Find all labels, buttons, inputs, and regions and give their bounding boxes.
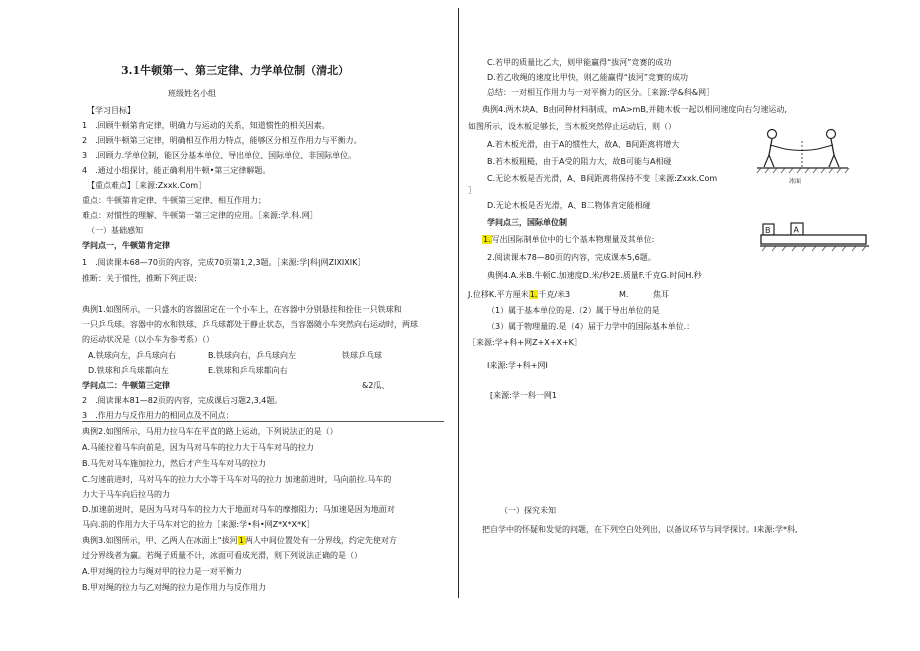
point1-infer: 推断：关于惯性，推断下列正误: <box>82 274 197 283</box>
ex3-option-a: A.甲对绳的拉力与绳对甲的拉力是一对平衡力 <box>82 567 242 576</box>
blocks-on-board-figure <box>760 213 870 258</box>
ex4-line-1: 典例4.两木块A、B由同种材料制成，mA>mB,并随木板一起以相同速度向右匀速运动, <box>482 105 787 114</box>
answer-line <box>82 421 444 422</box>
ex4b-line-2-a: J.位移K.平方厘米 <box>468 290 529 299</box>
ex3-option-d: D.若乙收绳的速度比甲快，则乙能赢得“拔河”竞赛的成功 <box>487 73 688 82</box>
ground-hatching <box>757 168 849 173</box>
tug-of-war-figure <box>755 125 850 187</box>
ex4b-line-1: 典例4.A.米B.牛顿C.加速度D.米/秒2E.质量F.千克G.时间H.秒 <box>487 271 702 280</box>
ex2-option-d-1: D.加速前进时，是因为马对马车的拉力大于地面对马车的摩擦阻力；马加速是因为地面对 <box>82 505 395 514</box>
ex4-option-d: D.无论木板是否光滑，A、B二物体肯定能相碰 <box>487 201 651 210</box>
right-column <box>460 0 920 651</box>
ex4-option-a: A.若木板光滑，由于A的惯性大，故A、B间距离将增大 <box>487 140 680 149</box>
person-left-leg-2 <box>769 155 774 167</box>
block-b-label: B <box>765 226 771 235</box>
ex3-highlight: 1 <box>238 536 244 545</box>
block-a-label: A <box>793 225 799 235</box>
point2-mark: &2瓜、 <box>362 381 390 390</box>
ex3-line-1-a: 典例3.如图所示，甲、乙两人在冰面上“拔河 <box>82 536 238 545</box>
point3-q1-text: 写出国际制单位中的七个基本物理量及其单位: <box>491 235 655 244</box>
ex2-option-d-2: 马向.前的作用力大于马车对它的拉力［来源:学•科•网Z*X*X*K］ <box>82 520 315 529</box>
point2-read: 2 .阅读课本81—82页的内容，完成课后习题2,3,4题。 <box>82 396 283 405</box>
ex2-option-b: B.马先对马车施加拉力，然后才产生马车对马的拉力 <box>82 459 267 468</box>
ex4b-line-2 <box>468 290 570 300</box>
point2-q3: 3 .作用力与反作用力的相同点及不同点： <box>82 411 234 420</box>
goal-2: 2 .回顾牛顿第三定律，明确相互作用力特点，能够区分相互作用力与平衡力。 <box>82 136 362 145</box>
person-left-leg-1 <box>764 155 769 167</box>
ex1-line-3: 的运动状况是（以小车为参考系）（） <box>82 335 214 344</box>
ex4b-line-2-b: 千克/米3 <box>538 290 571 299</box>
ex1-option-b: B.铁球向右，乒乓球向左 <box>208 351 297 360</box>
ex2-option-c-2: 力大于马车向后拉马的力 <box>82 490 170 499</box>
ex3-line-2: 过分界线者为赢。若绳子质量不计，冰面可看成光滑，则下列说法正确的是（） <box>82 551 362 560</box>
goals-heading: 【学习目标】 <box>87 106 135 115</box>
ex2-option-c-1: C.匀速前进时，马对马车的拉力大小等于马车对马的拉力 加速前进时，马向前拉.马车的 <box>82 475 392 484</box>
column-divider <box>458 8 459 598</box>
source-note-1: ［来源:学+科+网Z+X+X+K］ <box>468 338 582 347</box>
ex1-option-a: A.铁球向左，乒乓球向右 <box>88 351 176 360</box>
person-right-leg-1 <box>829 155 834 167</box>
board <box>761 235 866 244</box>
ex4b-highlight: 1. <box>529 290 538 299</box>
keypoint-line: 重点：牛顿第肯定律、牛顿第三定律、相互作用力； <box>82 196 266 205</box>
point3-q1-highlight: 1. <box>483 235 491 244</box>
ex4-line-2: 如图所示，设木板足够长，当木板突然停止运动后，则（） <box>468 122 676 131</box>
ex1-option-c: 铁球乒乓球 <box>342 351 382 360</box>
source-note-2: I来源:学+科+网I <box>487 361 548 370</box>
goal-4: 4 .通过小组探讨，能正确利用牛顿•第三定律解题。 <box>82 166 271 175</box>
point3-q1 <box>482 235 654 245</box>
ex3-option-b: B.甲对绳的拉力与乙对绳的拉力是作用力与反作用力 <box>82 583 267 592</box>
page-title: 3.1牛顿第一、第三定律、力学单位制（清北） <box>121 64 350 77</box>
point1-read: 1 .阅读课本68—70页的内容，完成70页第1,2,3题。［来源:学|科|网ZIXIXIK］ <box>82 258 366 267</box>
goal-1: 1 .回顾牛顿第肯定律，明确力与运动的关系，知道惯性的相关因素。 <box>82 121 330 130</box>
point1-title: 学问点一，牛顿第肯定律 <box>82 241 170 250</box>
floor-hatching <box>762 246 866 251</box>
ex4-option-c-end: ］ <box>468 186 476 195</box>
person-left-arm <box>770 145 785 149</box>
class-line: 班级姓名小组 <box>168 89 216 98</box>
source-note-3: [来源:学一科一网1 <box>490 391 557 400</box>
ex4-option-c: C.无论木板是否光滑，A、B间距离将保持不变［来源:Zxxk.Com <box>487 174 718 183</box>
ex4b-line-2-d: 焦耳 <box>653 290 669 299</box>
rope <box>785 149 818 151</box>
ex1-line-2: 一只乒乓球。容器中的水和铁球、乒乓球都处于静止状态，当容器随小车突然向右运动时，两球 <box>82 320 418 329</box>
point3-title: 学问点三，国际单位制 <box>487 218 567 227</box>
ex1-option-d: D.铁球和乒乓球都向左 <box>88 366 169 375</box>
person-right-arm <box>818 145 833 149</box>
ex4b-q1: （1）属于基本单位的是.（2）属于导出单位的是 <box>487 306 660 315</box>
summary-line: 总结：一对相互作用力与一对平衡力的区分。［来源:学&科&网］ <box>487 88 715 97</box>
person-left-head <box>768 130 777 139</box>
goal-3: 3 .回顾力.学单位制，能区分基本单位、导出单位、国际单位、非国际单位。 <box>82 151 357 160</box>
explore-text: 把自学中的怀疑和发觉的问题，在下列空白处列出，以备议环节与同学探讨。I来源:学*科, <box>482 525 798 534</box>
section-basic: （一）基础感知 <box>87 226 143 235</box>
ex1-line-1: 典例1.如图所示，一只盛水的容器固定在一个小车上，在容器中分别悬挂和拴住一只铁球和 <box>82 305 402 314</box>
point2-title: 学问点二：牛顿第三定律 <box>82 381 170 390</box>
point3-q2: 2.阅读课本78—80页的内容，完成课本5,6题。 <box>487 253 656 262</box>
ex3-line-1 <box>82 536 397 546</box>
ex3-option-c: C.若甲的质量比乙大，则甲能赢得“拔河”竞赛的成功 <box>487 58 672 67</box>
person-right-leg-2 <box>834 155 839 167</box>
person-left-body <box>769 139 772 155</box>
ex1-option-e: E.铁球和乒乓球都向右 <box>208 366 288 375</box>
ex2-line-1: 典例2.如图所示，马用力拉马车在平直的路上运动，下列说法正的是（） <box>82 427 338 436</box>
ex4b-q3: （3）属于物理量的.是（4）届于力学中的国际基本单位.： <box>487 322 695 331</box>
person-right-body <box>831 139 834 155</box>
ex4-option-b: B.若木板粗糙，由于A受的阻力大，故B可能与A相碰 <box>487 157 672 166</box>
keypoints-heading: 【重点难点】［来源:Zxxk.Com］ <box>87 181 207 190</box>
ex3-line-1-b: 两人中间位置处有一分界线，约定先使对方 <box>244 536 397 545</box>
person-right-head <box>827 130 836 139</box>
explore-title: （一）探究未知 <box>500 506 556 515</box>
ice-label: 冰面 <box>789 178 802 185</box>
ex4b-line-2-c: M. <box>619 290 629 299</box>
difficulty-line: 难点：对惯性的理解、牛顿第一第三定律的应用。［来源:学.科.网］ <box>82 211 318 220</box>
ex2-option-a: A.马能拉着马车向前是，因为马对马车的拉力大于马车对马的拉力 <box>82 443 314 452</box>
